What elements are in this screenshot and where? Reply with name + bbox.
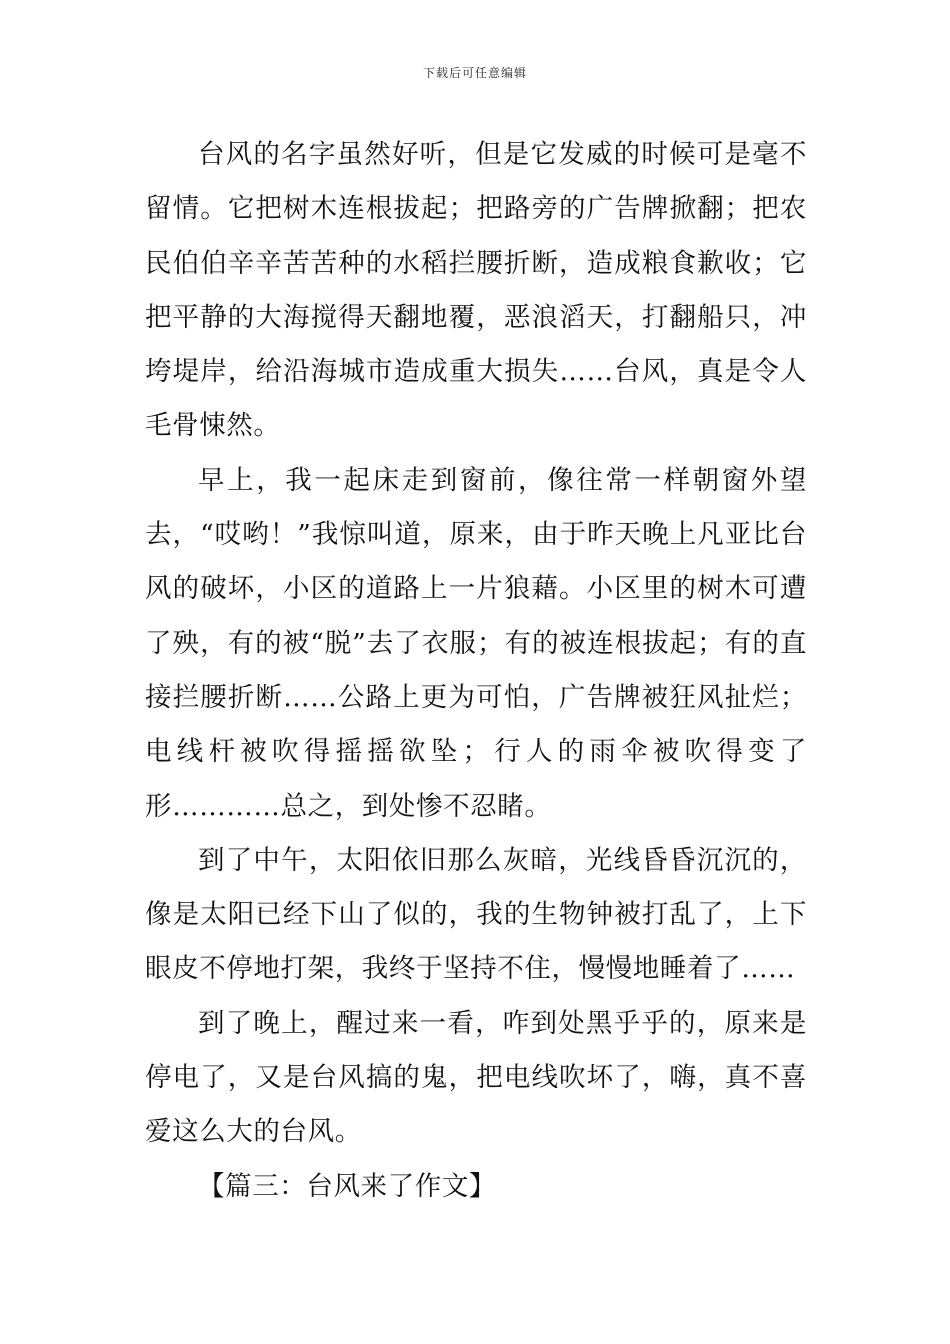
article-body: [145, 128, 807, 1214]
page-header-note: 下载后可任意编辑: [422, 66, 527, 80]
paragraph-2: 早上，我一起床走到窗前，像往常一样朝窗外望去，“哎哟！”我惊叫道，原来，由于昨天晚上凡亚比台风的破坏，小区的道路上一片狼藉。小区里的树木可遭了殃，有的被“脱”去了衣服；有的被连根拔起；有的直接拦腰折断……公路上更为可怕，广告牌被狂风扯烂；电线杆被吹得摇摇欲坠；行人的雨伞被吹得变了形…………总之，到处惨不忍睹。: [145, 464, 807, 822]
paragraph-1: 台风的名字虽然好听，但是它发威的时候可是毫不留情。它把树木连根拔起；把路旁的广告牌掀翻；把农民伯伯辛辛苦苦种的水稻拦腰折断，造成粮食歉收；它把平静的大海搅得天翻地覆，恶浪滔天，打翻船只，冲垮堤岸，给沿海城市造成重大损失……台风，真是令人毛骨悚然。: [145, 139, 807, 442]
section-heading: 【篇三：台风来了作文】: [198, 1170, 497, 1202]
paragraph-4: 到了晚上，醒过来一看，咋到处黑乎乎的，原来是停电了，又是台风搞的鬼，把电线吹坏了，嗨，真不喜爱这么大的台风。: [145, 1007, 807, 1148]
paragraph-3: 到了中午，太阳依旧那么灰暗，光线昏昏沉沉的，像是太阳已经下山了似的，我的生物钟被打乱了，上下眼皮不停地打架，我终于坚持不住，慢慢地睡着了……: [145, 844, 807, 985]
